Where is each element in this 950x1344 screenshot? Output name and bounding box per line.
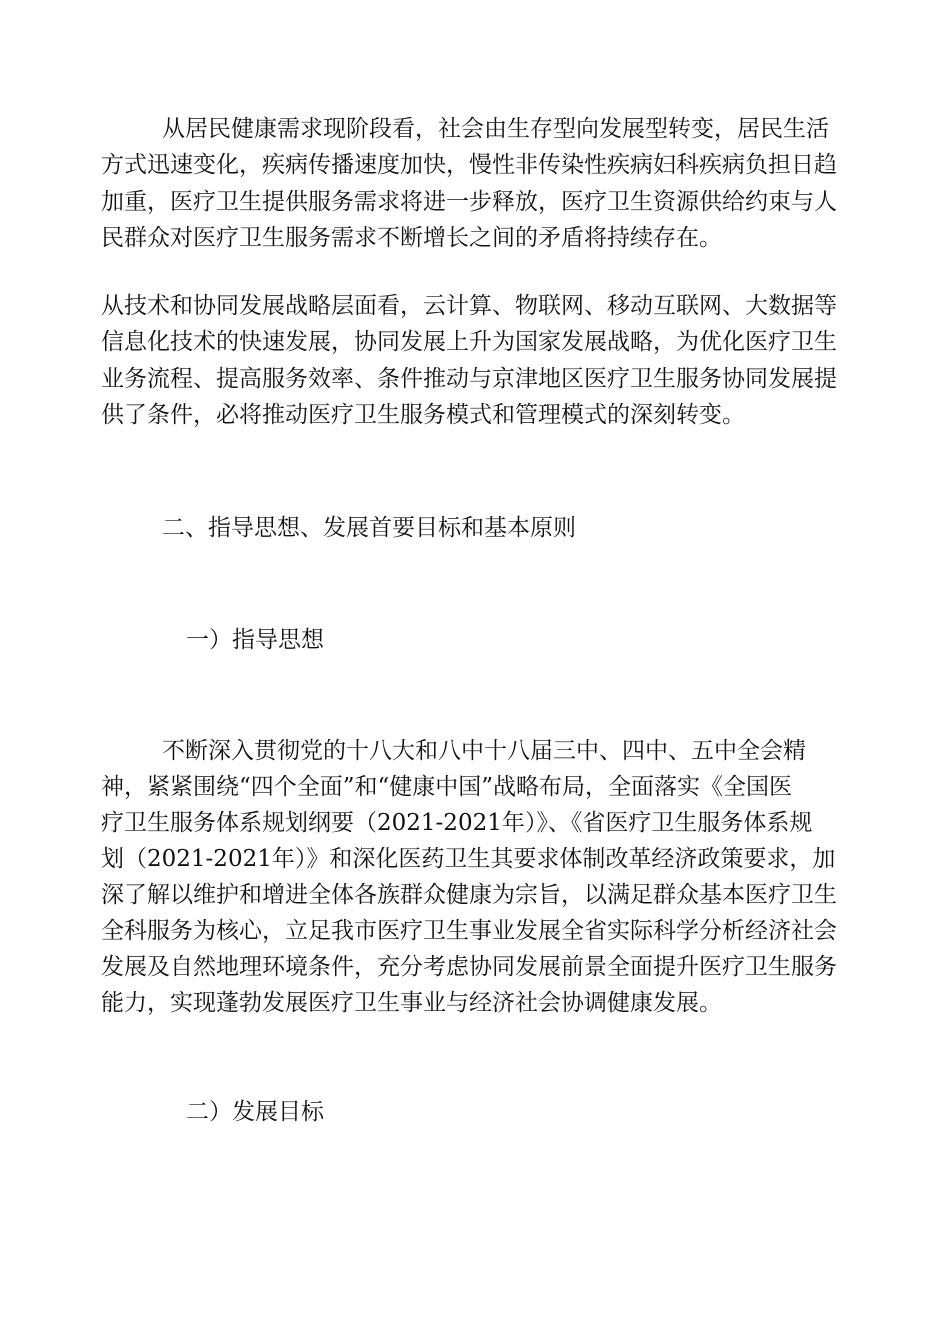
paragraph-3-line-2: 神，紧紧围绕“四个全面”和“健康中国”战略布局，全面落实《全国医 (101, 774, 793, 800)
paragraph-3-line-1: 不断深入贯彻党的十八大和八中十八届三中、四中、五中全会精 (162, 738, 806, 764)
subsection-heading-development-goals: 二）发展目标 (186, 1099, 324, 1125)
paragraph-1-line-2: 方式迅速变化，疾病传播速度加快，慢性非传染性疾病妇科疾病负担日趋 (101, 152, 837, 178)
paragraph-1-line-4: 民群众对医疗卫生服务需求不断增长之间的矛盾将持续存在。 (101, 225, 722, 251)
paragraph-3-line-6: 全科服务为核心，立足我市医疗卫生事业发展全省实际科学分析经济社会 (101, 918, 837, 944)
paragraph-2-line-1: 从技术和协同发展战略层面看，云计算、物联网、移动互联网、大数据等 (101, 293, 837, 319)
paragraph-2-line-2: 信息化技术的快速发展，协同发展上升为国家发展战略，为优化医疗卫生 (101, 329, 837, 355)
paragraph-2-line-3: 业务流程、提高服务效率、条件推动与京津地区医疗卫生服务协同发展提 (101, 366, 837, 392)
paragraph-3-line-4: 划（2021-2021年）》和深化医药卫生其要求体制改革经济政策要求，加 (101, 846, 836, 872)
paragraph-3-line-7: 发展及自然地理环境条件，充分考虑协同发展前景全面提升医疗卫生服务 (101, 954, 837, 980)
paragraph-2-line-4: 供了条件，必将推动医疗卫生服务模式和管理模式的深刻转变。 (101, 402, 745, 428)
paragraph-1-line-1: 从居民健康需求现阶段看，社会由生存型向发展型转变，居民生活 (162, 116, 829, 142)
section-heading: 二、指导思想、发展首要目标和基本原则 (162, 515, 576, 541)
paragraph-1-line-3: 加重，医疗卫生提供服务需求将进一步释放，医疗卫生资源供给约束与人 (101, 189, 837, 215)
paragraph-3-line-8: 能力，实现蓬勃发展医疗卫生事业与经济社会协调健康发展。 (101, 990, 722, 1016)
subsection-heading-guiding-ideology: 一）指导思想 (186, 627, 324, 653)
paragraph-3-line-3: 疗卫生服务体系规划纲要（2021-2021年）》、《省医疗卫生服务体系规 (101, 810, 813, 836)
paragraph-3-line-5: 深了解以维护和增进全体各族群众健康为宗旨，以满足群众基本医疗卫生 (101, 882, 837, 908)
